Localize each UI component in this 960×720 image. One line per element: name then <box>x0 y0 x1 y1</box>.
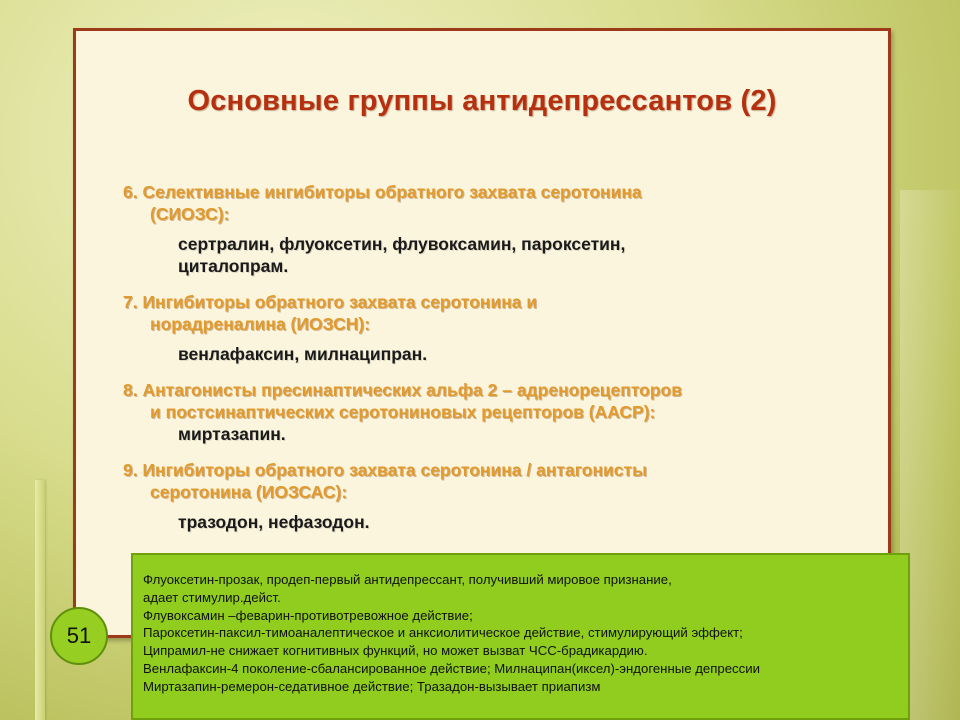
spacer <box>123 365 853 379</box>
note-line: Миртазапин-ремерон-седативное действие; Тразадон-вызывает приапизм <box>143 678 601 694</box>
slide-content <box>123 181 853 533</box>
group-heading-line: (СИОЗС): <box>150 204 230 224</box>
group-heading-line: 6. Селективные ингибиторы обратного захвата серотонина <box>123 182 642 202</box>
page-number-badge: 51 <box>50 607 108 665</box>
group-heading-line: серотонина (ИОЗСАС): <box>150 482 348 502</box>
note-line: Пароксетин-паксил-тимоаналептическое и анксиолитическое действие, стимулирующий эффект; <box>143 625 743 641</box>
spacer <box>123 277 853 291</box>
note-line: Венлафаксин-4 поколение-сбалансированное действие; Милнаципан(иксел)-эндогенные депрессии <box>143 660 760 676</box>
drugs-line: миртазапин. <box>178 424 286 444</box>
decorative-bar <box>35 480 45 720</box>
group-heading-line: 9. Ингибиторы обратного захвата серотонина / антагонисты <box>123 460 648 480</box>
drugs-line: венлафаксин, милнаципран. <box>178 344 428 364</box>
note-line: Флувоксамин –феварин-противотревожное действие; <box>143 607 473 623</box>
group-drugs <box>123 343 853 365</box>
spacer <box>123 445 853 459</box>
note-line: Ципрамил-не снижает когнитивных функций, но может вызват ЧСС-брадикардию. <box>143 643 648 659</box>
slide-frame <box>73 28 891 638</box>
note-line: адает стимулир.дейст. <box>143 589 281 605</box>
drugs-line: циталопрам. <box>178 256 289 276</box>
drugs-line: тразодон, нефазодон. <box>178 512 370 532</box>
group-heading-line: норадреналина (ИОЗСН): <box>150 314 371 334</box>
group-heading-line: и постсинаптических серотониновых рецепторов (ААСР): <box>150 402 656 422</box>
group-drugs <box>123 233 853 277</box>
note-line: Флуоксетин-прозак, продеп-первый антидепрессант, получивший мировое признание, <box>143 572 672 587</box>
drugs-line: сертралин, флуоксетин, флувоксамин, пароксетин, <box>178 234 626 254</box>
group-drugs <box>123 423 853 445</box>
group-heading-line: 7. Ингибиторы обратного захвата серотонина и <box>123 292 538 312</box>
group-heading <box>123 291 853 335</box>
notes-box <box>131 553 910 720</box>
group-heading-line: 8. Антагонисты пресинаптических альфа 2 – адренорецепторов <box>123 380 682 400</box>
group-heading <box>123 379 853 423</box>
group-drugs <box>123 511 853 533</box>
group-heading <box>123 181 853 225</box>
slide-title: Основные группы антидепрессантов (2) <box>187 85 777 117</box>
group-heading <box>123 459 853 503</box>
